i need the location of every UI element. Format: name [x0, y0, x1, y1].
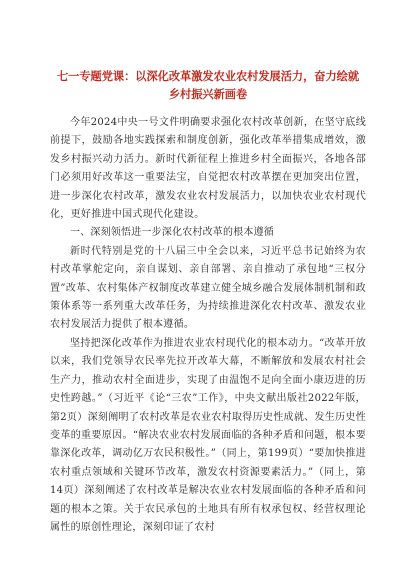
section-heading-1: 一、深刻领悟进一步深化农村改革的根本遵循 — [70, 227, 274, 239]
paragraph-intro: 今年2024中央一号文件明确要求强化农村改革创新，在坚守底线前提下，鼓励各地实践探索和制度创新，强化改革举措集成增效，激发乡村振兴动力活力。新时代新征程上推进乡村全面振兴，各地各部门必须用好改革这一重要法宝，自觉把农村改革摆在更加突出位置，进一步深化农村改革，激发农业农村发展活力，以加快农业农村现代化，更好推进中国式现代化建设。 — [50, 117, 366, 221]
paragraph-reform-driver: 坚持把深化改革作为推进农业农村现代化的根本动力。“改革开放以来，我们党领导农民率先拉开改革大幕，不断解放和发展农村社会生产力，推动农村全面进步，实现了由温饱不足向全面小康迈进的历史性跨越。”（习近平《论“三农”工作》，中央文献出版社2022年版，第2页）深刻阐明了农村改革是农业农村取得历史性成就、发生历史性变革的重要原因。“解决农业农村发展面临的各种矛盾和问题，根本要靠深化改革，调动亿万农民积极性。”（同上，第199页）“要加快推进农村重点领域和关键环节改革，激发农村资源要素活力。”（同上，第14页）深刻阐述了农村改革是解决农业农村发展面临的各种矛盾和问题的根本之策。关于农民承包的土地具有所有权承包权、经营权理论属性的原创性理论，深刻印证了农村 — [50, 337, 366, 533]
paragraph-section1-body: 新时代特别是党的十八届三中全会以来，习近平总书记始终为农村改革掌舵定向，亲自谋划、亲自部署、亲自推动了承包地“三权分置”改革、农村集体产权制度改革建立健全城乡融合发展体制机制和政策体系等一系列重大改革任务，为持续推进深化农村改革、激发农业农村发展活力提供了根本遵循。 — [50, 245, 366, 331]
document-title: 七一专题党课：以深化改革激发农业农村发展活力，奋力绘就乡村振兴新画卷 — [56, 70, 360, 101]
